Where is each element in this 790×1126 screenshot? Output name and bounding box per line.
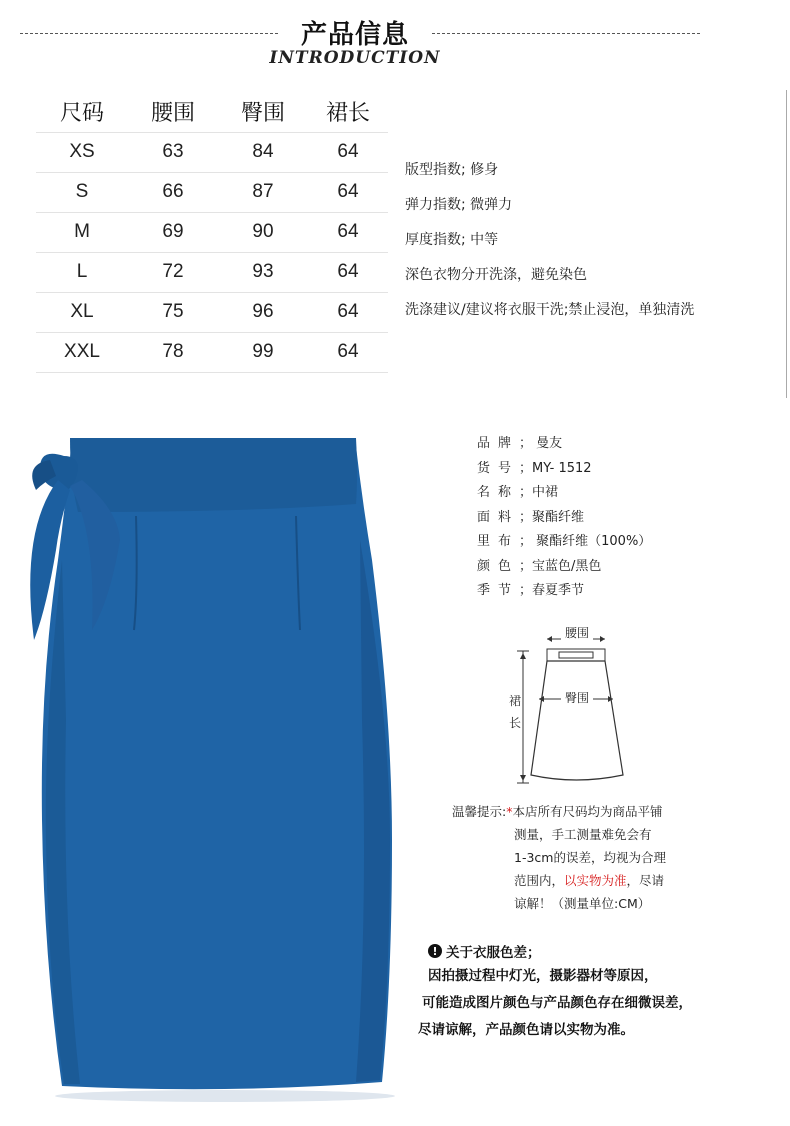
waist-cell: 72 [128, 252, 218, 292]
list-item: 深色衣物分开洗涤，避免染色 [405, 267, 587, 283]
length-cell: 64 [308, 332, 388, 372]
measurement-diagram [495, 615, 645, 799]
spec-label: 里布 [477, 534, 520, 549]
hip-cell: 87 [218, 172, 308, 212]
size-cell: S [36, 172, 128, 212]
list-item [477, 457, 651, 482]
table-row [36, 172, 388, 212]
length-cell: 64 [308, 212, 388, 252]
note-title: 关于衣服色差； [446, 945, 541, 961]
header-dash-right [432, 33, 700, 34]
size-header: 尺码 [36, 92, 128, 132]
hip-cell: 99 [218, 332, 308, 372]
hip-cell: 90 [218, 212, 308, 252]
tips-line: 谅解！（测量单位:CM） [514, 896, 651, 911]
tips-highlight: 以实物为准 [564, 873, 627, 888]
table-row [36, 212, 388, 252]
list-item [477, 530, 651, 555]
hip-cell: 84 [218, 132, 308, 172]
list-item [477, 579, 651, 604]
asterisk-icon: * [506, 804, 513, 819]
length-cell: 64 [308, 252, 388, 292]
spec-value: ；MY- 1512 [519, 460, 592, 476]
table-row [36, 132, 388, 172]
note-line: 因拍摄过程中灯光，摄影器材等原因， [428, 968, 658, 984]
hip-cell: 96 [218, 292, 308, 332]
hip-cell: 93 [218, 252, 308, 292]
waist-cell: 75 [128, 292, 218, 332]
length-header: 裙长 [308, 92, 388, 132]
hip-header: 臀围 [218, 92, 308, 132]
waist-cell: 69 [128, 212, 218, 252]
tips-line: 测量，手工测量难免会有 [514, 827, 652, 842]
spec-value: ；聚酯纤维 [519, 509, 585, 525]
tips-prefix: 温馨提示: [452, 804, 507, 819]
note-line: 尽请谅解，产品颜色请以实物为准。 [418, 1022, 634, 1038]
spec-list [477, 432, 651, 604]
waist-header: 腰围 [128, 92, 218, 132]
spec-value: ；宝蓝色/黑色 [519, 558, 602, 574]
spec-value: ；春夏季节 [519, 583, 585, 598]
size-cell: XS [36, 132, 128, 172]
tips-line: ，尽请 [626, 873, 665, 888]
size-table [36, 92, 388, 373]
length-label: 长 [508, 716, 522, 730]
list-item: 厚度指数; 中等 [405, 232, 499, 248]
waist-label: 腰围 [564, 626, 590, 640]
tips-line: 1-3cm的误差，均视为合理 [514, 850, 666, 865]
spec-label: 品牌 [477, 436, 520, 451]
spec-value: ； 聚酯纤维（100%） [519, 534, 652, 549]
waist-cell: 63 [128, 132, 218, 172]
size-table-header-row [36, 92, 388, 132]
warning-icon: ! [428, 944, 442, 958]
spec-label: 颜色 [477, 558, 520, 574]
table-row [36, 292, 388, 332]
size-cell: M [36, 212, 128, 252]
waist-cell: 66 [128, 172, 218, 212]
list-item [477, 506, 651, 531]
spec-value: ； 曼友 [519, 436, 563, 451]
spec-label: 名称 [477, 485, 520, 500]
list-item: 弹力指数; 微弹力 [405, 197, 513, 213]
size-cell: XXL [36, 332, 128, 372]
length-label: 裙 [508, 694, 522, 708]
size-cell: XL [36, 292, 128, 332]
property-list [405, 160, 694, 335]
list-item [477, 481, 651, 506]
length-cell: 64 [308, 172, 388, 212]
size-cell: L [36, 252, 128, 292]
spec-label: 面料 [477, 509, 520, 525]
skirt-waistband [70, 438, 357, 512]
length-cell: 64 [308, 292, 388, 332]
note-line: 可能造成图片颜色与产品颜色存在细微误差， [422, 995, 692, 1011]
measurement-tips [452, 802, 666, 917]
page-title: 产品信息 [300, 20, 409, 50]
tips-line: 范围内， [514, 873, 565, 888]
color-difference-note [418, 938, 692, 1045]
list-item: 洗涤建议/建议将衣服干洗;禁止浸泡，单独清洗 [405, 302, 695, 318]
list-item [477, 555, 651, 580]
header-dash-left [20, 33, 278, 34]
table-row [36, 332, 388, 372]
waist-cell: 78 [128, 332, 218, 372]
list-item: 版型指数; 修身 [405, 162, 499, 178]
length-cell: 64 [308, 132, 388, 172]
table-row [36, 252, 388, 292]
product-image [0, 420, 420, 1120]
list-item [477, 432, 651, 457]
spec-label: 货号 [477, 460, 520, 476]
divider [786, 90, 787, 398]
tips-line: 本店所有尺码均为商品平铺 [512, 804, 663, 819]
spec-label: 季节 [477, 583, 520, 598]
page-subtitle: INTRODUCTION [269, 48, 441, 68]
hip-label: 臀围 [564, 691, 590, 705]
spec-value: ；中裙 [519, 485, 559, 500]
